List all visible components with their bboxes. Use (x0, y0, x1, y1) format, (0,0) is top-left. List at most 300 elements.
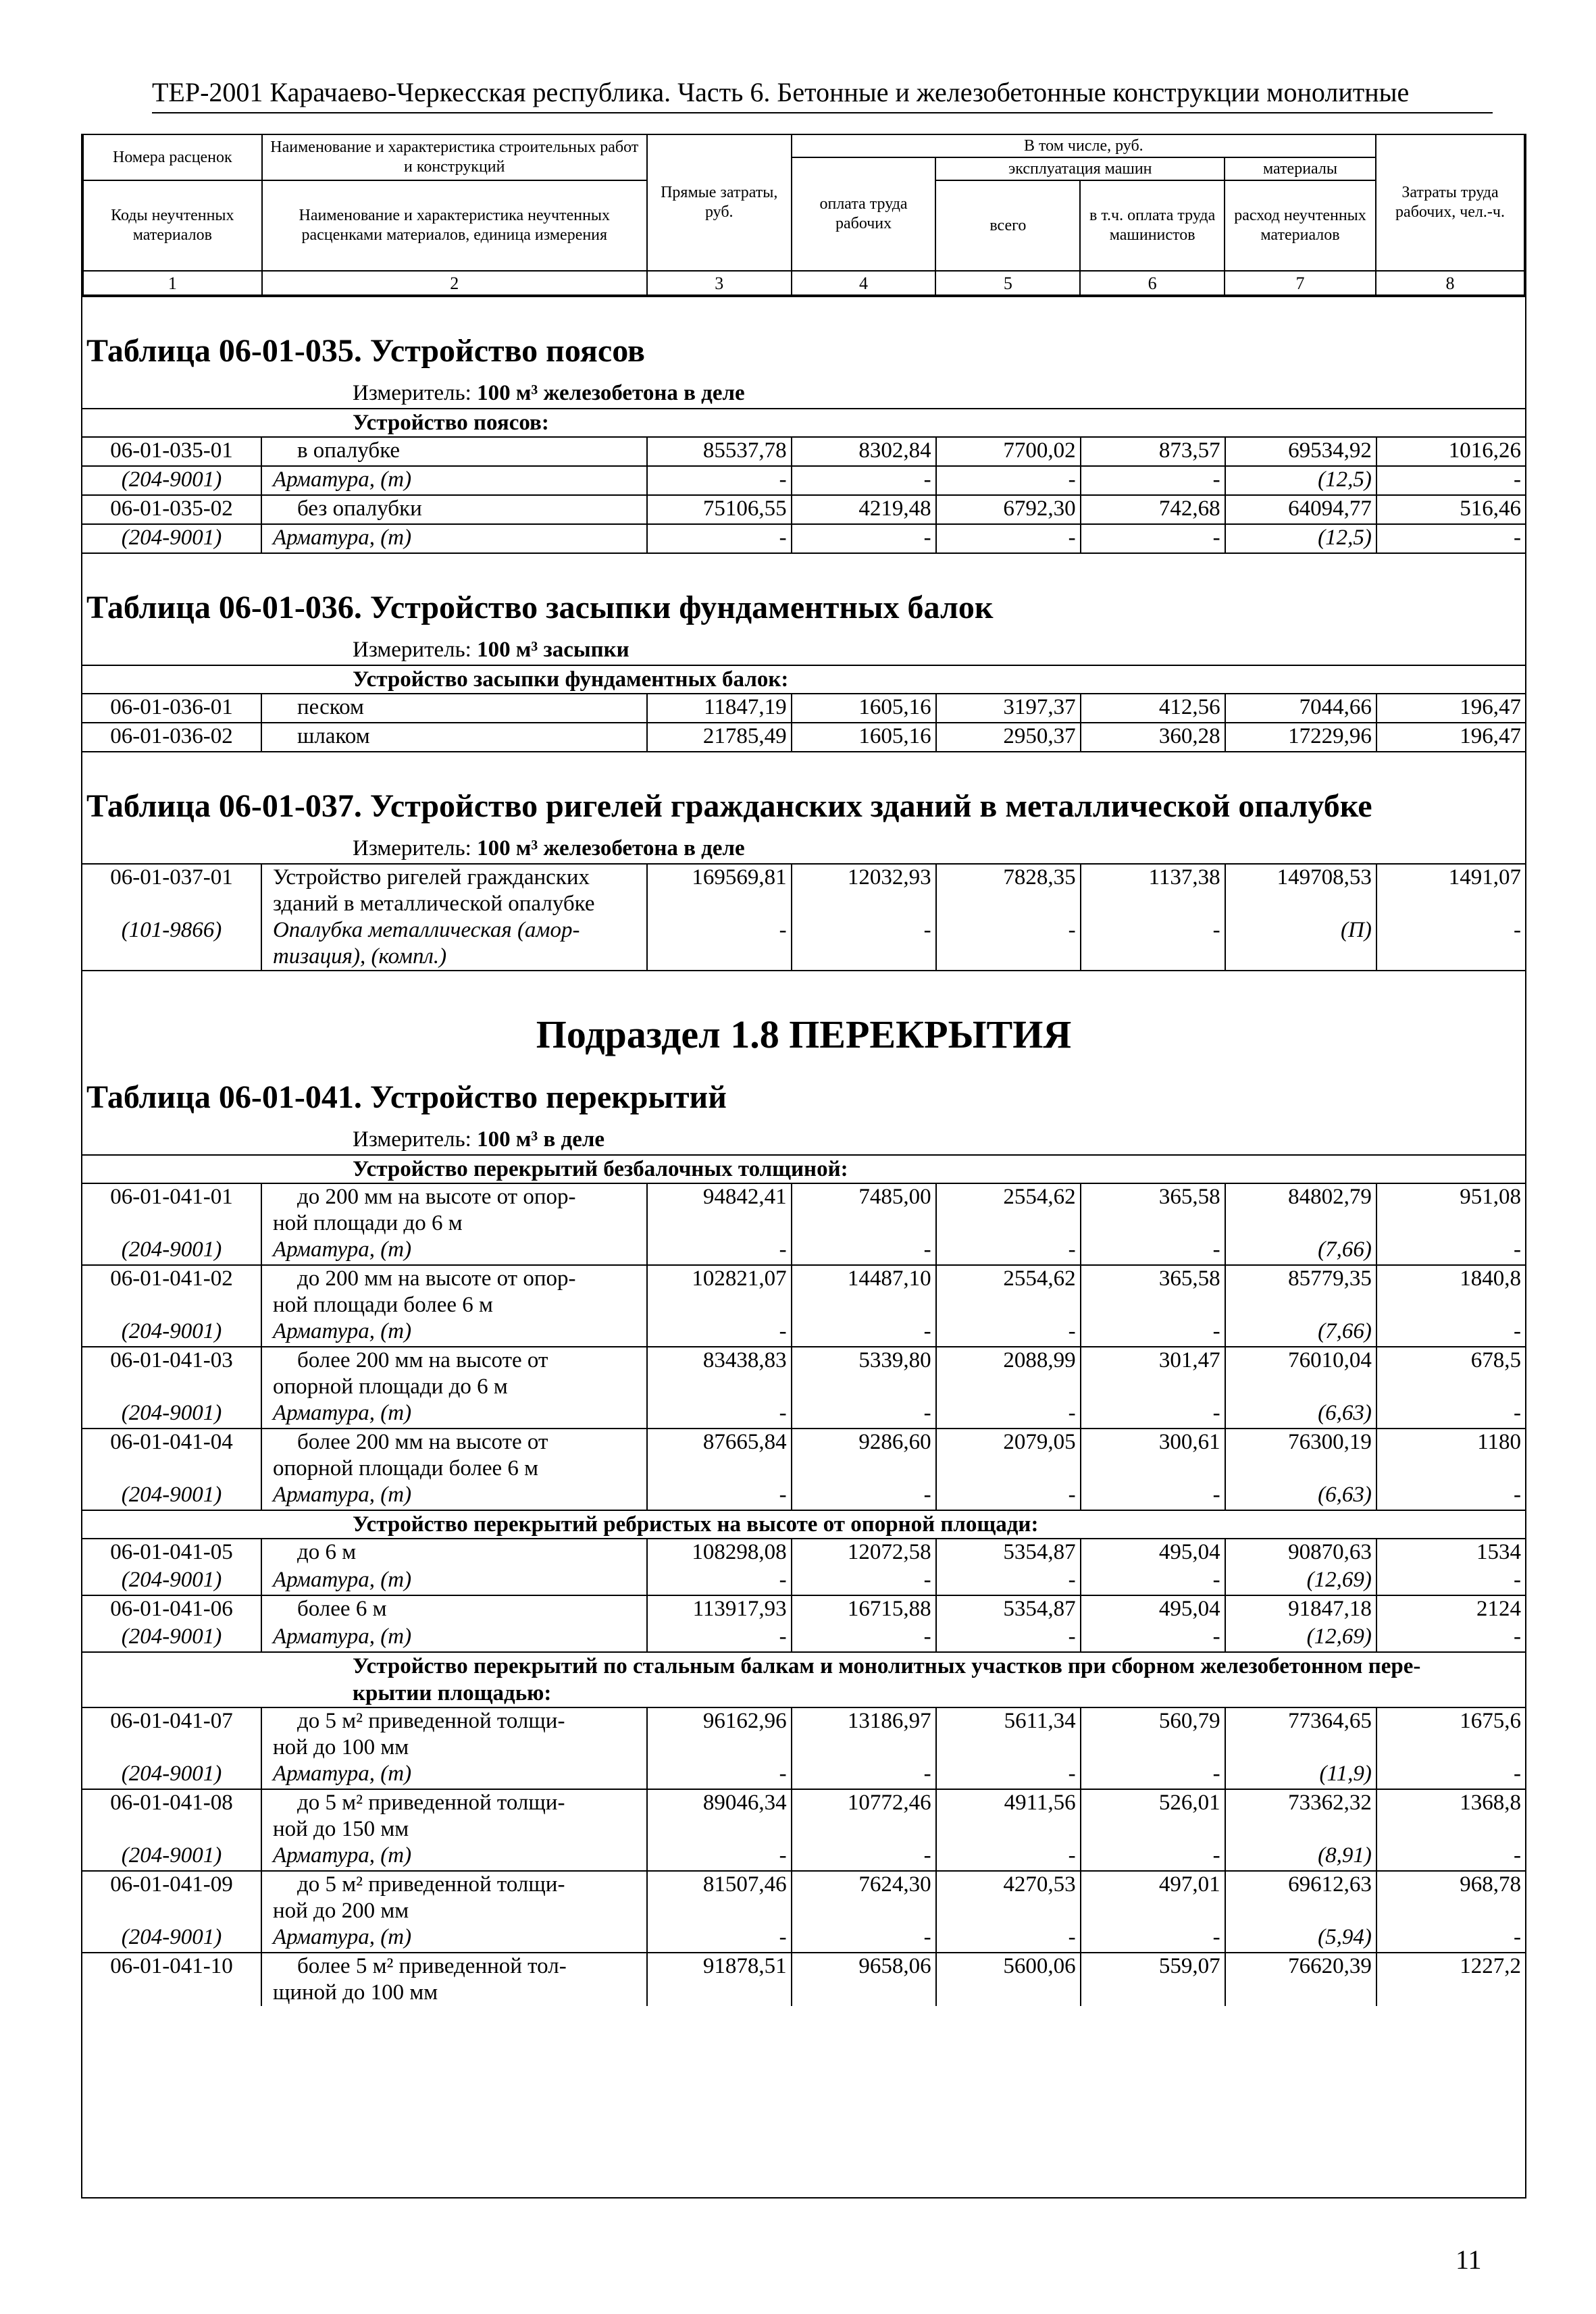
row-value: 7700,02 (936, 437, 1081, 466)
row-name (261, 1871, 647, 1924)
row-value: (12,69) (1225, 1567, 1376, 1595)
row-value: 4911,56 (936, 1789, 1081, 1843)
col-ekspl: эксплуатация машин (935, 157, 1225, 180)
row-name-line: в опалубке (297, 438, 401, 463)
row-value: (5,94) (1225, 1924, 1376, 1953)
row-value: - (647, 466, 792, 495)
row-value: 2079,05 (936, 1429, 1081, 1482)
row-value: 2124 (1376, 1595, 1525, 1624)
data-table (82, 863, 1525, 970)
row-code: 06-01-041-07 (82, 1707, 261, 1761)
row-name: Арматура, (т) (261, 1400, 647, 1429)
row-value: - (1081, 1567, 1225, 1595)
row-value: 14487,10 (792, 1265, 936, 1318)
row-value: - (792, 1843, 936, 1871)
row-value: 4219,48 (792, 495, 936, 524)
row-value: - (1514, 918, 1521, 942)
group-heading (82, 1651, 1525, 1707)
table-content (82, 296, 1525, 2006)
group-heading: Устройство перекрытий ребристых на высоте от опорной площади: (82, 1510, 1525, 1538)
row-value: 497,01 (1081, 1871, 1225, 1924)
measure-unit (82, 833, 1525, 863)
measure-value: 100 м³ железобетона в деле (477, 381, 745, 405)
row-code: (204-9001) (82, 466, 261, 495)
row-name (261, 437, 647, 466)
row-name (261, 1953, 647, 2006)
row-value: 76300,19 (1225, 1429, 1376, 1482)
row-value: 1605,16 (792, 723, 936, 751)
row-value: 7485,00 (792, 1183, 936, 1237)
row-value: - (792, 1761, 936, 1789)
col-naim-bottom: Наименование и характеристика неучтенных расценками материалов, единица измерения (262, 180, 647, 271)
row-value: 3197,37 (936, 694, 1081, 723)
row-name (261, 1265, 647, 1318)
table-row (82, 466, 1525, 495)
table-row (82, 917, 1525, 970)
row-value: - (647, 917, 792, 970)
row-code: 06-01-041-06 (82, 1595, 261, 1624)
row-value: 678,5 (1376, 1347, 1525, 1400)
row-value: 90870,63 (1225, 1539, 1376, 1567)
table-row (82, 1707, 1525, 1761)
row-value: - (792, 1237, 936, 1265)
row-value: 169569,81 (647, 864, 792, 917)
row-value: 16715,88 (792, 1595, 936, 1624)
col-num: 2 (262, 271, 647, 295)
table-title: Таблица 06-01-036. Устройство засыпки фундаментных балок (86, 590, 994, 625)
row-value: 12072,58 (792, 1539, 936, 1567)
row-value: 7044,66 (1225, 694, 1376, 723)
row-value: 1137,38 (1081, 864, 1225, 917)
data-table (82, 436, 1525, 552)
row-value: - (1514, 1401, 1521, 1425)
row-value: - (647, 1237, 792, 1265)
row-code: (101-9866) (82, 917, 261, 970)
data-table (82, 693, 1525, 751)
measure-label: Измеритель: (353, 381, 478, 405)
row-name (261, 1539, 647, 1567)
row-value: - (647, 1482, 792, 1510)
row-value: 560,79 (1081, 1707, 1225, 1761)
row-value: 516,46 (1376, 495, 1525, 524)
row-value: - (1081, 524, 1225, 552)
table-row (82, 1482, 1525, 1510)
row-value: - (647, 1624, 792, 1651)
row-code: (204-9001) (82, 1318, 261, 1347)
row-value: - (647, 1761, 792, 1789)
row-value: - (1514, 1319, 1521, 1343)
table-row (82, 1400, 1525, 1429)
row-value: - (1514, 1843, 1521, 1868)
row-value: 102821,07 (647, 1265, 792, 1318)
row-name-line: шлаком (297, 724, 370, 748)
row-value: - (1081, 917, 1225, 970)
row-value: 77364,65 (1225, 1707, 1376, 1761)
row-value: (6,63) (1225, 1400, 1376, 1429)
row-code: (204-9001) (82, 1237, 261, 1265)
row-name-line: песком (297, 695, 364, 719)
row-value: 5339,80 (792, 1347, 936, 1400)
col-vsego: всего (935, 180, 1080, 271)
row-value: - (792, 1567, 936, 1595)
row-value: 360,28 (1081, 723, 1225, 751)
measure-value: 100 м³ в деле (477, 1127, 605, 1152)
row-value: (П) (1225, 917, 1376, 970)
col-num: 1 (83, 271, 262, 295)
row-value: - (1514, 1568, 1521, 1592)
col-num: 6 (1080, 271, 1225, 295)
row-value: - (792, 1624, 936, 1651)
col-naim-top: Наименование и характеристика строительных работ и конструкций (262, 134, 647, 180)
page-header: ТЕР-2001 Карачаево-Черкесская республика. Часть 6. Бетонные и железобетонные конструкции монолитные (152, 76, 1493, 113)
row-value: - (1514, 1762, 1521, 1786)
table-row (82, 524, 1525, 552)
row-name (261, 723, 647, 751)
row-value: 149708,53 (1225, 864, 1376, 917)
row-value: - (647, 1843, 792, 1871)
row-value: 4270,53 (936, 1871, 1081, 1924)
row-value: (12,69) (1225, 1624, 1376, 1651)
row-value: 5611,34 (936, 1707, 1081, 1761)
col-num: 4 (792, 271, 936, 295)
row-value: 64094,77 (1225, 495, 1376, 524)
row-code: 06-01-041-10 (82, 1953, 261, 2006)
row-name (261, 1707, 647, 1761)
table-row (82, 1347, 1525, 1400)
row-code: 06-01-041-02 (82, 1265, 261, 1318)
col-materialy: материалы (1225, 157, 1376, 180)
table-row (82, 1539, 1525, 1567)
row-name-line: более 200 мм на высоте от (297, 1430, 548, 1454)
col-num: 8 (1376, 271, 1524, 295)
row-value: - (792, 466, 936, 495)
table-row (82, 1183, 1525, 1237)
row-value: 1840,8 (1376, 1265, 1525, 1318)
row-value: 91878,51 (647, 1953, 792, 2006)
row-name-line: до 5 м² приведенной толщи- (297, 1709, 565, 1733)
table-row (82, 1318, 1525, 1347)
row-value: - (936, 1237, 1081, 1265)
col-vtch: в т.ч. оплата труда машинистов (1080, 180, 1225, 271)
col-zatraty: Затраты труда рабочих, чел.-ч. (1376, 134, 1524, 271)
row-name (261, 495, 647, 524)
row-value: (7,66) (1225, 1237, 1376, 1265)
row-code: 06-01-041-03 (82, 1347, 261, 1400)
row-value: 108298,08 (647, 1539, 792, 1567)
row-value: 1534 (1376, 1539, 1525, 1567)
row-value: - (1376, 466, 1525, 495)
row-value: - (647, 1318, 792, 1347)
row-value: 365,58 (1081, 1183, 1225, 1237)
table-row (82, 864, 1525, 917)
data-table (82, 1183, 1525, 1510)
data-table (82, 1707, 1525, 2006)
row-value: 5354,87 (936, 1595, 1081, 1624)
row-value: 85779,35 (1225, 1265, 1376, 1318)
row-value: 968,78 (1376, 1871, 1525, 1924)
row-value: 69534,92 (1225, 437, 1376, 466)
table-row (82, 1595, 1525, 1624)
row-value: 81507,46 (647, 1871, 792, 1924)
row-value: - (936, 1761, 1081, 1789)
row-value: - (792, 1400, 936, 1429)
row-name (261, 1789, 647, 1843)
col-num: 3 (647, 271, 792, 295)
row-code: 06-01-041-01 (82, 1183, 261, 1237)
col-oplata: оплата труда рабочих (792, 157, 936, 271)
row-name: Арматура, (т) (261, 1318, 647, 1347)
row-name-line: более 5 м² приведенной тол- (297, 1954, 567, 1978)
row-name-line: опорной площади до 6 м (272, 1374, 508, 1399)
row-value: 113917,93 (647, 1595, 792, 1624)
row-value: 75106,55 (647, 495, 792, 524)
group-heading: Устройство поясов: (82, 408, 1525, 436)
subsection-title: Подраздел 1.8 ПЕРЕКРЫТИЯ (536, 1012, 1072, 1056)
row-value: 1368,8 (1376, 1789, 1525, 1843)
table-row (82, 1924, 1525, 1953)
row-value: 742,68 (1081, 495, 1225, 524)
table-row (82, 1237, 1525, 1265)
row-code: 06-01-041-09 (82, 1871, 261, 1924)
row-value: 13186,97 (792, 1707, 936, 1761)
row-value: - (936, 1843, 1081, 1871)
row-value: - (936, 1624, 1081, 1651)
row-value: - (1081, 466, 1225, 495)
row-value: - (936, 1318, 1081, 1347)
row-value: 2554,62 (936, 1183, 1081, 1237)
row-value: 12032,93 (792, 864, 936, 917)
row-name-line: Арматура, (т) (272, 467, 412, 492)
row-value: - (792, 1924, 936, 1953)
row-code: 06-01-036-01 (82, 694, 261, 723)
row-value: (12,5) (1225, 524, 1376, 552)
row-value: 96162,96 (647, 1707, 792, 1761)
row-name-line: ной до 100 мм (272, 1735, 409, 1759)
row-value: 7828,35 (936, 864, 1081, 917)
col-num: 7 (1225, 271, 1376, 295)
row-value: 1016,26 (1376, 437, 1525, 466)
row-name-line: до 200 мм на высоте от опор- (297, 1185, 576, 1209)
row-name (261, 864, 647, 917)
row-name-line: ной до 150 мм (272, 1817, 409, 1841)
row-name (261, 917, 647, 970)
row-value: 5600,06 (936, 1953, 1081, 2006)
row-value: - (1081, 1400, 1225, 1429)
measure-label: Измеритель: (353, 836, 478, 860)
row-name-line: более 200 мм на высоте от (297, 1348, 548, 1372)
row-code: (204-9001) (82, 1924, 261, 1953)
row-value: (6,63) (1225, 1482, 1376, 1510)
row-value: 11847,19 (647, 694, 792, 723)
row-name (261, 1347, 647, 1400)
row-name: Арматура, (т) (261, 1237, 647, 1265)
table-row (82, 1624, 1525, 1651)
row-value: 1491,07 (1376, 864, 1525, 917)
table-row (82, 1429, 1525, 1482)
row-value: 9286,60 (792, 1429, 936, 1482)
table-row (82, 437, 1525, 466)
row-value: 1227,2 (1376, 1953, 1525, 2006)
col-pryamye: Прямые затраты, руб. (647, 134, 792, 271)
row-value: - (936, 1400, 1081, 1429)
row-name (261, 694, 647, 723)
row-value: - (647, 1924, 792, 1953)
table-row (82, 1265, 1525, 1318)
row-value: 87665,84 (647, 1429, 792, 1482)
row-name-line: ной до 200 мм (272, 1899, 409, 1923)
row-value: - (1514, 1925, 1521, 1949)
price-table (81, 134, 1526, 2199)
row-value: 2088,99 (936, 1347, 1081, 1400)
row-code: 06-01-041-04 (82, 1429, 261, 1482)
row-name (261, 1183, 647, 1237)
row-value: - (792, 917, 936, 970)
row-value: 495,04 (1081, 1595, 1225, 1624)
row-name-line: ной площади более 6 м (272, 1293, 493, 1317)
row-value: - (647, 1567, 792, 1595)
row-value: 17229,96 (1225, 723, 1376, 751)
measure-value: 100 м³ засыпки (477, 638, 629, 662)
col-num: 5 (935, 271, 1080, 295)
row-value: - (936, 1924, 1081, 1953)
row-value: - (1514, 1237, 1521, 1262)
row-code: 06-01-041-08 (82, 1789, 261, 1843)
measure-label: Измеритель: (353, 638, 478, 662)
row-name-line: более 6 м (297, 1597, 387, 1621)
row-name-line: ной площади до 6 м (272, 1211, 463, 1235)
row-code: 06-01-035-01 (82, 437, 261, 466)
row-value: 76620,39 (1225, 1953, 1376, 2006)
table-row (82, 1761, 1525, 1789)
measure-unit (82, 1125, 1525, 1154)
row-code: 06-01-041-05 (82, 1539, 261, 1567)
row-value: 365,58 (1081, 1265, 1225, 1318)
row-name-line: тизация), (компл.) (272, 944, 447, 969)
row-name (261, 524, 647, 552)
col-kody: Коды неучтенных материалов (83, 180, 262, 271)
row-value: 89046,34 (647, 1789, 792, 1843)
col-nomera: Номера расценок (83, 134, 262, 180)
table-title: Таблица 06-01-041. Устройство перекрытий (86, 1079, 727, 1115)
row-value: - (1081, 1924, 1225, 1953)
row-value: 10772,46 (792, 1789, 936, 1843)
row-value: - (1081, 1482, 1225, 1510)
row-value: 6792,30 (936, 495, 1081, 524)
row-name-line: без опалубки (297, 496, 422, 521)
row-value: 1675,6 (1376, 1707, 1525, 1761)
row-code: (204-9001) (82, 1843, 261, 1871)
row-code: (204-9001) (82, 1624, 261, 1651)
row-value: - (792, 1318, 936, 1347)
row-name-line: щиной до 100 мм (272, 1980, 438, 2005)
row-value: 73362,32 (1225, 1789, 1376, 1843)
row-name: Арматура, (т) (261, 1567, 647, 1595)
row-value: - (936, 466, 1081, 495)
row-value: 300,61 (1081, 1429, 1225, 1482)
row-name-line: Опалубка металлическая (амор- (272, 918, 580, 942)
row-name: Арматура, (т) (261, 1924, 647, 1953)
row-value: - (1081, 1624, 1225, 1651)
row-value: 7624,30 (792, 1871, 936, 1924)
page-number: 11 (1456, 2244, 1482, 2275)
row-value: 85537,78 (647, 437, 792, 466)
row-name: Арматура, (т) (261, 1761, 647, 1789)
row-value: - (1514, 1624, 1521, 1649)
row-value: 94842,41 (647, 1183, 792, 1237)
row-value: 76010,04 (1225, 1347, 1376, 1400)
group-heading-line: крытии площадью: (353, 1681, 552, 1705)
table-row (82, 694, 1525, 723)
measure-unit (82, 378, 1525, 408)
row-value: - (1376, 524, 1525, 552)
row-name (261, 1595, 647, 1624)
row-name-line: до 5 м² приведенной толщи- (297, 1872, 565, 1897)
row-value: - (647, 524, 792, 552)
row-value: 9658,06 (792, 1953, 936, 2006)
row-value: 559,07 (1081, 1953, 1225, 2006)
row-value: 196,47 (1376, 694, 1525, 723)
table-row (82, 723, 1525, 751)
table-row (82, 1843, 1525, 1871)
table-title: Таблица 06-01-037. Устройство ригелей гражданских зданий в металлической опалубке (86, 788, 1372, 824)
row-value: 69612,63 (1225, 1871, 1376, 1924)
row-code: (204-9001) (82, 524, 261, 552)
row-name (261, 1429, 647, 1482)
row-value: (11,9) (1225, 1761, 1376, 1789)
row-value: - (1081, 1237, 1225, 1265)
group-heading: Устройство засыпки фундаментных балок: (82, 665, 1525, 693)
row-name-line: Устройство ригелей гражданских (272, 865, 590, 890)
row-value: 91847,18 (1225, 1595, 1376, 1624)
col-rashod: расход неучтенных материалов (1225, 180, 1376, 271)
row-value: 2950,37 (936, 723, 1081, 751)
row-value: (8,91) (1225, 1843, 1376, 1871)
row-name-line: Арматура, (т) (272, 525, 412, 550)
row-name (261, 466, 647, 495)
row-name-line: опорной площади более 6 м (272, 1456, 539, 1481)
col-v-tom: В том числе, руб. (792, 134, 1376, 157)
row-name: Арматура, (т) (261, 1482, 647, 1510)
row-value: 1605,16 (792, 694, 936, 723)
row-value: 951,08 (1376, 1183, 1525, 1237)
row-value: 412,56 (1081, 694, 1225, 723)
row-name-line: зданий в металлической опалубке (272, 892, 595, 916)
row-value: 84802,79 (1225, 1183, 1376, 1237)
row-value: - (936, 917, 1081, 970)
row-code: (204-9001) (82, 1400, 261, 1429)
row-value: - (1514, 1483, 1521, 1507)
measure-value: 100 м³ железобетона в деле (477, 836, 745, 860)
row-value: - (1081, 1843, 1225, 1871)
group-heading: Устройство перекрытий безбалочных толщиной: (82, 1154, 1525, 1183)
table-title: Таблица 06-01-035. Устройство поясов (86, 333, 645, 369)
table-row (82, 1567, 1525, 1595)
row-value: - (647, 1400, 792, 1429)
row-code: (204-9001) (82, 1482, 261, 1510)
row-code: 06-01-036-02 (82, 723, 261, 751)
row-value: 8302,84 (792, 437, 936, 466)
data-table (82, 1538, 1525, 1651)
measure-unit (82, 635, 1525, 665)
row-code: (204-9001) (82, 1567, 261, 1595)
row-name-line: до 5 м² приведенной толщи- (297, 1791, 565, 1815)
row-value: 196,47 (1376, 723, 1525, 751)
row-value: 21785,49 (647, 723, 792, 751)
table-row (82, 1789, 1525, 1843)
table-row (82, 495, 1525, 524)
row-value: - (1081, 1761, 1225, 1789)
row-value: - (936, 524, 1081, 552)
